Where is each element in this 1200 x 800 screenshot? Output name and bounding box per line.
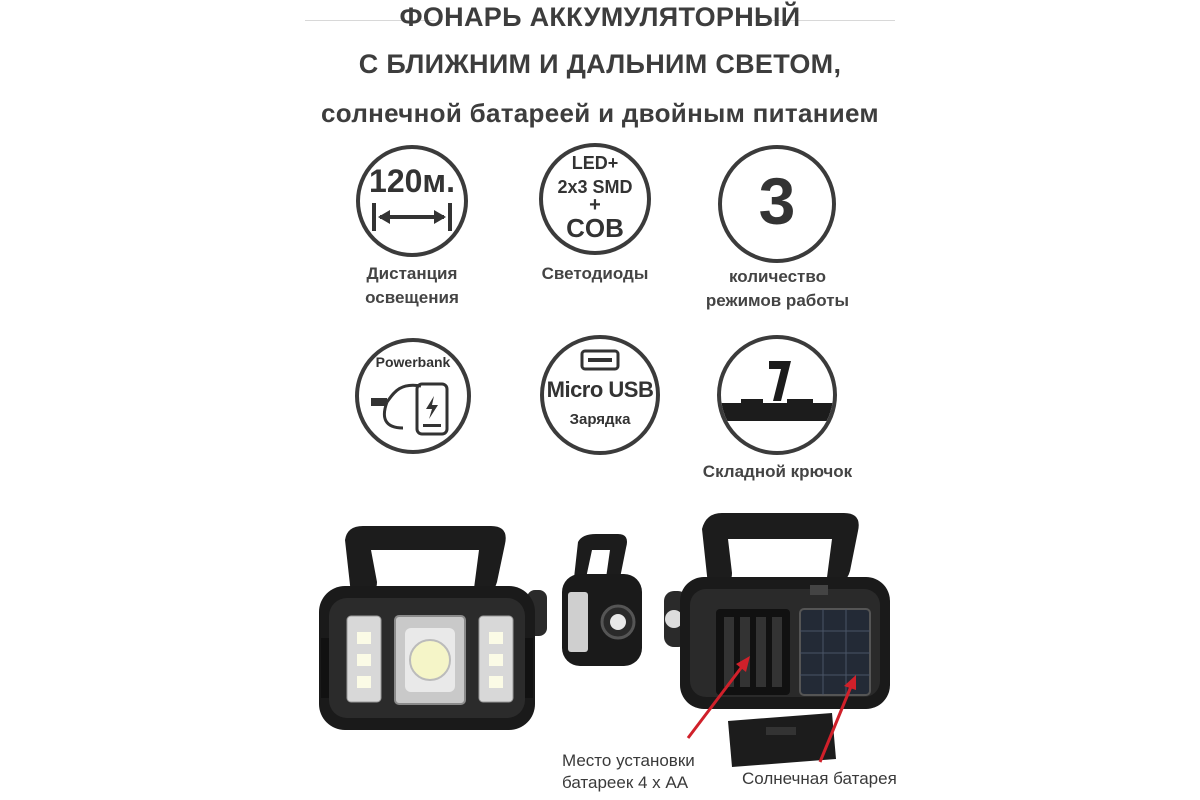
title-line-3: солнечной батареей и двойным питанием xyxy=(321,98,879,128)
title-line-2: С БЛИЖНИМ И ДАЛЬНИМ СВЕТОМ, xyxy=(358,49,842,79)
micro-usb-label: Micro USB xyxy=(546,377,654,402)
hook-caption: Складной крючок xyxy=(702,462,853,481)
powerbank-label: Powerbank xyxy=(375,354,451,370)
modes-value: 3 xyxy=(758,164,796,238)
distance-caption-2: освещения xyxy=(365,288,459,307)
solar-arrow xyxy=(820,684,852,762)
modes-caption-2: режимов работы xyxy=(705,291,850,310)
distance-caption-1: Дистанция xyxy=(366,264,458,283)
led-line-2: 2x3 SMD xyxy=(557,177,633,197)
distance-value: 120м. xyxy=(369,163,455,199)
micro-usb-sublabel: Зарядка xyxy=(569,411,631,428)
battery-slot-arrow xyxy=(688,664,744,738)
battery-slot-label-1: Место установки xyxy=(562,751,695,770)
led-caption: Светодиоды xyxy=(541,264,649,283)
led-line-1: LED+ xyxy=(571,153,619,173)
solar-label: Солнечная батарея xyxy=(742,769,897,788)
battery-slot-label-2: батареек 4 х АА xyxy=(562,773,689,792)
modes-caption-1: количество xyxy=(729,267,826,286)
led-line-3: + xyxy=(589,194,601,216)
led-line-4: COB xyxy=(566,213,624,243)
solar-arrow-head xyxy=(844,675,856,690)
title-line-1: ФОНАРЬ АККУМУЛЯТОРНЫЙ xyxy=(399,2,801,32)
